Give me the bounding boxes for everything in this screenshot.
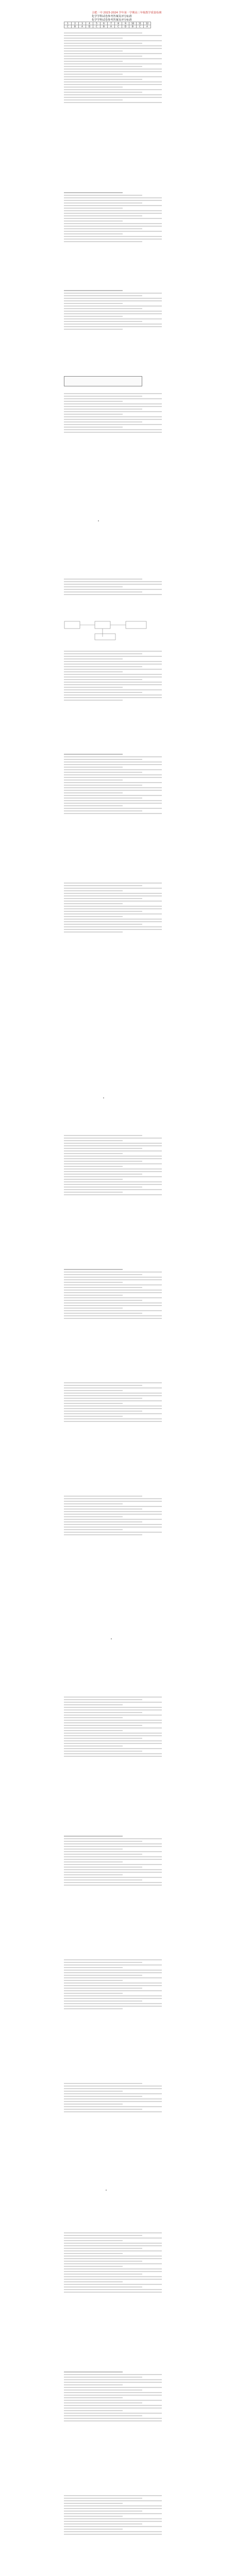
table-cell: 12 xyxy=(144,22,151,25)
text-block xyxy=(64,1834,162,1887)
table-cell: 11 xyxy=(137,22,144,25)
table-cell: D xyxy=(122,25,129,28)
table-cell: 10 xyxy=(129,22,137,25)
table-cell: C xyxy=(115,25,122,28)
table-cell: 7 xyxy=(108,22,115,25)
text-block xyxy=(64,2081,162,2114)
document-subtitle: 化学学科试卷参考答案及评分标准 xyxy=(92,15,132,18)
table-cell: C xyxy=(93,25,100,28)
text-block xyxy=(64,1958,162,2011)
text-block xyxy=(64,2231,162,2294)
table-cell: 5 xyxy=(93,22,100,25)
formula-box xyxy=(64,376,142,386)
text-block xyxy=(64,289,162,331)
table-cell: C xyxy=(137,25,144,28)
table-cell: B xyxy=(129,25,137,28)
text-block xyxy=(64,31,162,105)
text-block xyxy=(64,577,162,597)
answer-table-row xyxy=(64,25,151,28)
table-cell: C xyxy=(64,25,72,28)
page-mark xyxy=(111,1638,112,1639)
text-block xyxy=(64,2494,162,2536)
reaction-diagram xyxy=(64,618,152,641)
table-cell: A xyxy=(144,25,151,28)
text-block xyxy=(64,1133,162,1197)
document-header xyxy=(92,11,169,22)
table-cell: 3 xyxy=(79,22,86,25)
text-block xyxy=(64,1381,162,1423)
text-block xyxy=(64,1267,162,1320)
document-title: 合肥一中 2023-2024 学年第一学期高三年级教学质量检测 xyxy=(92,11,162,14)
text-block xyxy=(64,2370,162,2423)
table-cell: 2 xyxy=(72,22,79,25)
table-cell: 4 xyxy=(86,22,93,25)
text-block xyxy=(64,392,162,434)
page-mark xyxy=(106,2190,107,2191)
table-cell: A xyxy=(108,25,115,28)
page-mark xyxy=(98,520,99,521)
table-cell: 8 xyxy=(115,22,122,25)
page-mark xyxy=(103,1097,104,1098)
text-block xyxy=(64,649,162,702)
answer-table xyxy=(64,22,151,28)
text-block xyxy=(64,191,162,244)
table-cell: 6 xyxy=(100,22,108,25)
table-cell: D xyxy=(86,25,93,28)
table-cell: 9 xyxy=(122,22,129,25)
text-block xyxy=(64,1494,162,1537)
table-cell: B xyxy=(72,25,79,28)
table-cell: A xyxy=(79,25,86,28)
table-cell: 1 xyxy=(64,22,72,25)
text-block xyxy=(64,1695,162,1758)
text-block xyxy=(64,881,162,934)
document-subtitle-2: 化学学科试卷参考答案及评分标准 xyxy=(92,19,132,22)
text-block xyxy=(64,752,162,816)
table-cell: B xyxy=(100,25,108,28)
